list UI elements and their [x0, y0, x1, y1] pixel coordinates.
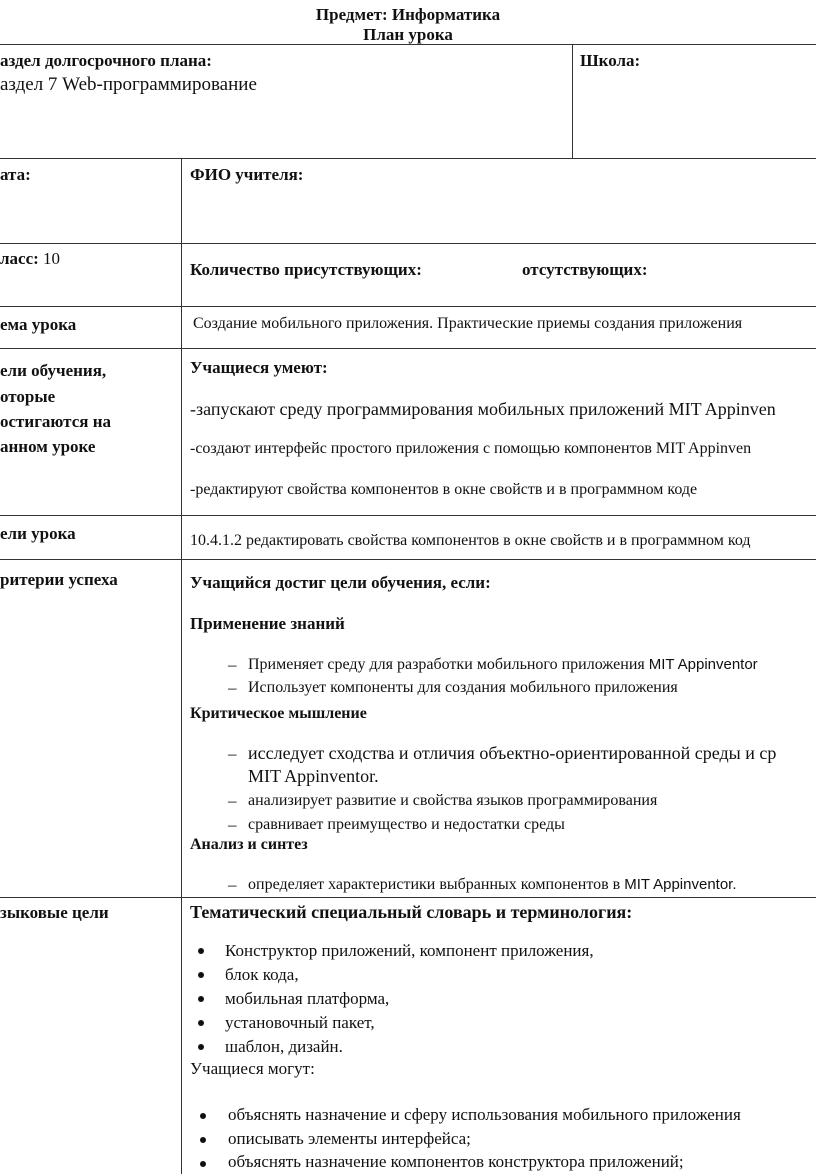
bullet-dot: [198, 1044, 204, 1050]
school-label: Школа:: [580, 51, 641, 70]
class-label: ласс:: [0, 249, 39, 268]
dash-bullet: –: [228, 744, 237, 763]
class-value: 10: [43, 249, 61, 268]
critical-item: сравнивает преимущество и недостатки среды: [248, 816, 565, 833]
bullet-dot: [198, 1020, 204, 1026]
apply-item: Использует компоненты для создания мобильного приложения: [248, 679, 678, 696]
learning-goals-label-2: оторые: [0, 387, 56, 406]
term-item: Конструктор приложений, компонент приложения,: [225, 941, 594, 960]
can-item: объяснять назначение и сферу использования мобильного приложения: [228, 1105, 741, 1124]
learning-goals-heading: Учащиеся умеют:: [190, 358, 328, 377]
section-label: аздел долгосрочного плана:: [0, 51, 212, 70]
lesson-goals-value: 10.4.1.2 редактировать свойства компонентов в окне свойств и в программном код: [190, 532, 751, 549]
can-item: описывать элементы интерфейса;: [228, 1129, 471, 1148]
dash-bullet: –: [228, 678, 237, 697]
term-item: блок кода,: [225, 965, 299, 984]
bullet-dot: [200, 1161, 206, 1167]
absent-label: отсутствующих:: [522, 260, 648, 279]
learning-goal-item: -редактируют свойства компонентов в окне свойств и в программном коде: [190, 481, 698, 498]
lesson-plan-title: План урока: [363, 25, 453, 44]
section-value: аздел 7 Web-программирование: [0, 74, 257, 95]
bullet-dot: [200, 1137, 206, 1143]
can-item: объяснять назначение компонентов конструктора приложений;: [228, 1152, 684, 1171]
teacher-label: ФИО учителя:: [190, 165, 304, 184]
class-cell: [0, 248, 60, 269]
students-can-heading: Учащиеся могут:: [190, 1059, 315, 1078]
vocabulary-heading: Тематический специальный словарь и терминология:: [190, 902, 633, 922]
date-label: ата:: [0, 165, 31, 184]
bullet-dot: [198, 972, 204, 978]
critical-item-continuation: MIT Appinventor.: [248, 766, 379, 786]
present-label: Количество присутствующих:: [190, 260, 422, 279]
lesson-goals-label: ели урока: [0, 524, 76, 543]
bullet-dot: [198, 948, 204, 954]
learning-goal-item: -создают интерфейс простого приложения с помощью компонентов MIT Appinven: [190, 440, 752, 457]
learning-goals-label-4: анном уроке: [0, 437, 96, 456]
topic-label: ема урока: [0, 315, 77, 334]
term-item: шаблон, дизайн.: [225, 1037, 343, 1056]
subject-heading: Предмет: Информатика: [315, 5, 501, 24]
apply-knowledge-heading: Применение знаний: [190, 614, 345, 633]
analysis-item: определяет характеристики выбранных компонентов в MIT Appinventor.: [248, 876, 737, 893]
learning-goal-item: -запускают среду программирования мобильных приложений MIT Appinven: [190, 399, 776, 419]
learning-goals-label-3: остигаются на: [0, 412, 112, 431]
learning-goals-label-1: ели обучения,: [0, 361, 107, 380]
success-criteria-label: ритерии успеха: [0, 570, 118, 589]
analysis-heading: Анализ и синтез: [190, 836, 308, 853]
critical-item: исследует сходства и отличия объектно-ориентированной среды и ср: [248, 743, 777, 763]
bullet-dot: [198, 996, 204, 1002]
critical-thinking-heading: Критическое мышление: [190, 705, 367, 722]
apply-item: Применяет среду для разработки мобильного приложения MIT Appinventor: [248, 656, 758, 673]
topic-value: Создание мобильного приложения. Практические приемы создания приложения: [193, 315, 743, 332]
dash-bullet: –: [228, 655, 237, 674]
term-item: мобильная платформа,: [225, 989, 390, 1008]
dash-bullet: –: [228, 875, 237, 894]
bullet-dot: [200, 1113, 206, 1119]
dash-bullet: –: [228, 815, 237, 834]
term-item: установочный пакет,: [225, 1013, 375, 1032]
language-goals-label: зыковые цели: [0, 903, 109, 922]
critical-item: анализирует развитие и свойства языков программирования: [248, 792, 658, 809]
success-criteria-heading: Учащийся достиг цели обучения, если:: [190, 573, 491, 592]
dash-bullet: –: [228, 791, 237, 810]
